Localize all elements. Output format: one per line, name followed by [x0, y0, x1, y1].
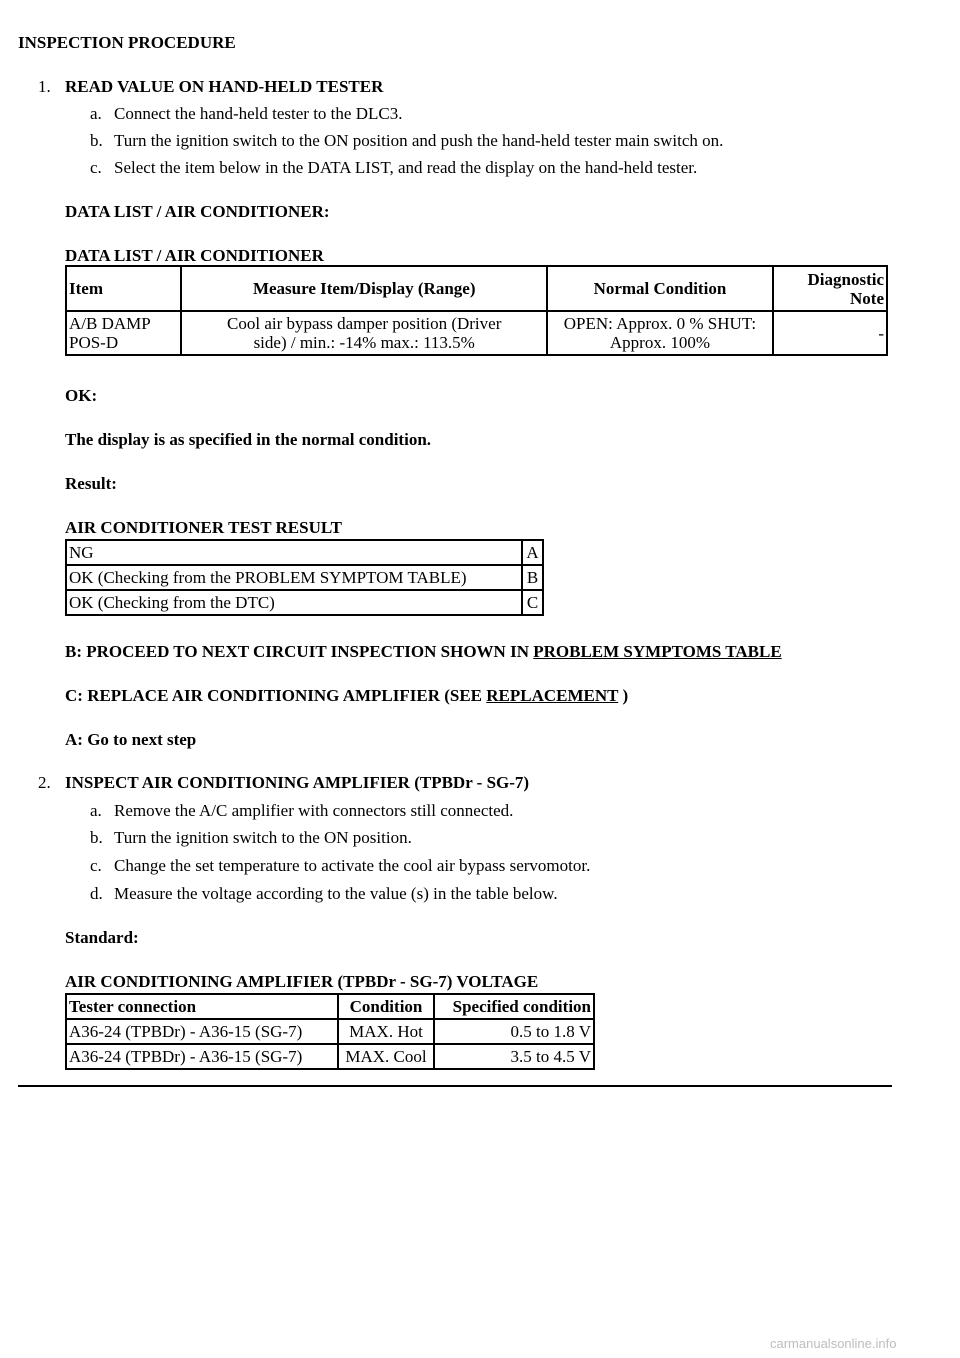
step1-heading: READ VALUE ON HAND-HELD TESTER	[65, 77, 384, 96]
cell-measure-line2: side) / min.: -14% max.: 113.5%	[253, 333, 475, 352]
proceed-c-text: C: REPLACE AIR CONDITIONING AMPLIFIER (SEE	[65, 686, 487, 705]
step2-d-text: Measure the voltage according to the value (s) in the table below.	[114, 884, 558, 903]
result-cell: OK (Checking from the PROBLEM SYMPTOM TABLE)	[66, 565, 522, 590]
cell-connection: A36-24 (TPBDr) - A36-15 (SG-7)	[66, 1044, 338, 1069]
step2-c-text: Change the set temperature to activate the cool air bypass servomotor.	[114, 856, 591, 875]
result-cell: OK (Checking from the DTC)	[66, 590, 522, 615]
cell-condition: MAX. Hot	[338, 1019, 434, 1044]
page-divider	[18, 1085, 892, 1087]
step1-c-letter: c.	[90, 158, 102, 177]
step2-b-text: Turn the ignition switch to the ON position.	[114, 828, 412, 847]
problem-symptoms-table-link[interactable]: PROBLEM SYMPTOMS TABLE	[533, 642, 782, 661]
cell-specified: 0.5 to 1.8 V	[434, 1019, 594, 1044]
cell-normal-line1: OPEN: Approx. 0 % SHUT:	[563, 314, 757, 333]
watermark: carmanualsonline.info	[770, 1336, 897, 1351]
cell-item	[66, 311, 181, 355]
table-row	[66, 1044, 594, 1069]
ok-text: The display is as specified in the normal condition.	[65, 430, 432, 449]
proceed-b	[65, 642, 782, 662]
data-list-label: DATA LIST / AIR CONDITIONER:	[65, 202, 330, 221]
data-list-caption: DATA LIST / AIR CONDITIONER	[65, 246, 324, 265]
cell-item-line2: POS-D	[69, 333, 119, 352]
code-cell: A	[522, 540, 543, 565]
cell-normal-line2: Approx. 100%	[609, 333, 710, 352]
table-row	[66, 590, 543, 615]
step1-a-text: Connect the hand-held tester to the DLC3.	[114, 104, 403, 123]
cell-item-line1: A/B DAMP	[69, 314, 151, 333]
step2-d-letter: d.	[90, 884, 103, 903]
step1-c-text: Select the item below in the DATA LIST, and read the display on the hand-held tester.	[114, 158, 698, 177]
page-title: INSPECTION PROCEDURE	[18, 33, 236, 52]
proceed-a: A: Go to next step	[65, 730, 197, 749]
cell-measure-line1: Cool air bypass damper position (Driver	[227, 314, 502, 333]
step2-a-letter: a.	[90, 801, 102, 820]
header-item: Item	[66, 266, 181, 311]
cell-connection: A36-24 (TPBDr) - A36-15 (SG-7)	[66, 1019, 338, 1044]
result-caption: AIR CONDITIONER TEST RESULT	[65, 518, 342, 537]
header-diagnostic-line2: Note	[850, 288, 884, 308]
cell-normal	[547, 311, 773, 355]
cell-condition: MAX. Cool	[338, 1044, 434, 1069]
step1-b-text: Turn the ignition switch to the ON position and push the hand-held tester main switch on.	[114, 131, 724, 150]
step2-heading: INSPECT AIR CONDITIONING AMPLIFIER (TPBDr - SG-7)	[65, 773, 530, 792]
header-normal: Normal Condition	[547, 266, 773, 311]
step1-a-letter: a.	[90, 104, 102, 123]
voltage-header-row	[66, 994, 594, 1019]
table-row	[66, 540, 543, 565]
replacement-link[interactable]: REPLACEMENT	[486, 686, 619, 705]
data-list-header-row	[66, 266, 887, 311]
cell-specified: 3.5 to 4.5 V	[434, 1044, 594, 1069]
header-measure: Measure Item/Display (Range)	[181, 266, 547, 311]
step1-b-letter: b.	[90, 131, 103, 150]
header-diagnostic-note	[773, 266, 887, 311]
result-table	[65, 539, 544, 616]
result-label: Result:	[65, 474, 117, 493]
voltage-table	[65, 993, 595, 1070]
step2-a-text: Remove the A/C amplifier with connectors still connected.	[114, 801, 514, 820]
proceed-b-text: B: PROCEED TO NEXT CIRCUIT INSPECTION SHOWN IN	[65, 642, 534, 661]
step2-c-letter: c.	[90, 856, 102, 875]
header-condition: Condition	[338, 994, 434, 1019]
ok-label: OK:	[65, 386, 98, 405]
standard-label: Standard:	[65, 928, 139, 947]
data-list-table	[65, 265, 888, 356]
table-row	[66, 311, 887, 355]
proceed-c	[65, 686, 628, 706]
proceed-c-suffix: )	[618, 686, 629, 705]
header-diagnostic-line1: Diagnostic	[807, 269, 884, 289]
header-specified-condition: Specified condition	[434, 994, 594, 1019]
voltage-caption: AIR CONDITIONING AMPLIFIER (TPBDr - SG-7) VOLTAGE	[65, 972, 539, 991]
table-row	[66, 1019, 594, 1044]
step1-number: 1.	[38, 77, 51, 96]
step2-b-letter: b.	[90, 828, 103, 847]
code-cell: C	[522, 590, 543, 615]
result-cell: NG	[66, 540, 522, 565]
header-tester-connection: Tester connection	[66, 994, 338, 1019]
table-row	[66, 565, 543, 590]
step2-number: 2.	[38, 773, 51, 792]
code-cell: B	[522, 565, 543, 590]
cell-diagnostic: -	[773, 311, 887, 355]
cell-measure	[181, 311, 547, 355]
